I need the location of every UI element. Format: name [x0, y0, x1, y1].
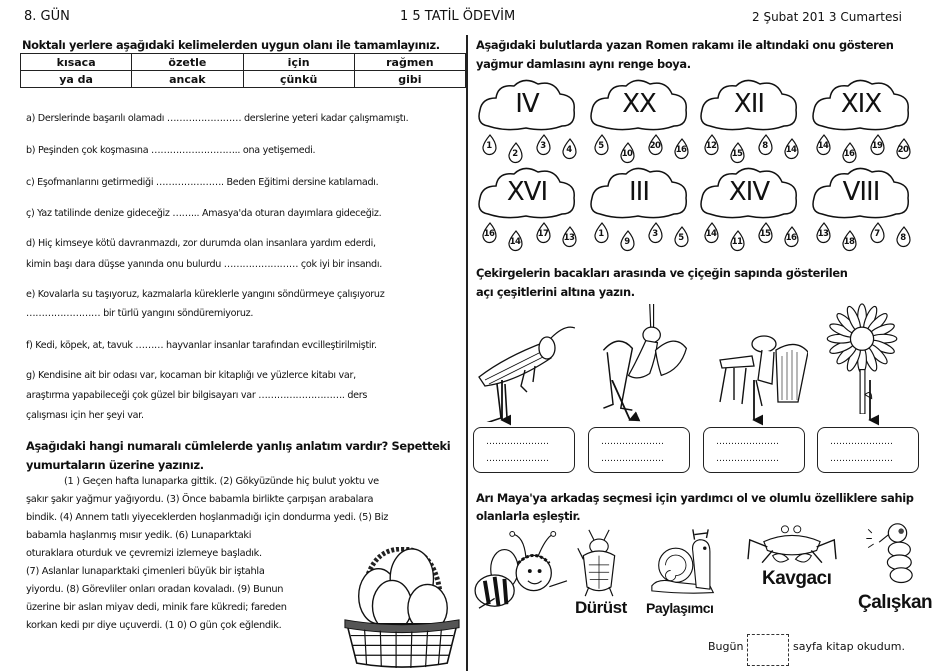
raindrop-number: 3 — [540, 141, 546, 151]
angles-instruction-1: Çekirgelerin bacakları arasında ve çiçeğin sapında gösterilen — [476, 266, 848, 280]
story-line: oturaklara oturduk ve çevremizi izlemeye başladık. — [26, 548, 262, 559]
raindrop[interactable] — [618, 142, 636, 164]
raindrop[interactable] — [814, 222, 832, 244]
word-bank-table — [20, 53, 466, 88]
angle-arrows — [470, 380, 938, 426]
cloud-6 — [588, 164, 690, 260]
raindrop[interactable] — [534, 222, 552, 244]
word-bank-row — [21, 71, 466, 88]
word-bank-row — [21, 54, 466, 71]
raindrop[interactable] — [672, 226, 690, 248]
word-cell: kısaca — [21, 54, 132, 71]
angles-instruction-2: açı çeşitlerini altına yazın. — [476, 285, 635, 299]
raindrop-number: 7 — [874, 229, 880, 239]
raindrop-number: 11 — [731, 237, 743, 247]
raindrop-number: 16 — [675, 145, 687, 155]
angle-answer-box-4[interactable] — [817, 427, 919, 473]
raindrop-number: 8 — [762, 141, 768, 151]
raindrop[interactable] — [868, 222, 886, 244]
story-line: şakır şakır yağmur yağıyordu. (3) Önce babamla birlikte çarpışan arabalara — [26, 494, 374, 505]
raindrop[interactable] — [480, 134, 498, 156]
reading-prefix: Bugün — [708, 640, 744, 653]
roman-numeral: XIV — [728, 177, 770, 207]
reading-suffix: sayfa kitap okudum. — [793, 640, 905, 653]
raindrop-number: 1 — [598, 229, 604, 239]
answer-line: ………………… — [486, 438, 549, 446]
cloud-8 — [810, 164, 912, 260]
raindrop-number: 10 — [621, 149, 633, 159]
trait-label-honest[interactable]: Dürüst — [575, 598, 627, 617]
raindrop[interactable] — [782, 138, 800, 160]
raindrop[interactable] — [646, 134, 664, 156]
snail-illustration[interactable] — [644, 526, 728, 596]
word-cell: ancak — [132, 71, 243, 88]
raindrop-number: 20 — [897, 145, 909, 155]
word-cell: için — [243, 54, 354, 71]
answer-line: ………………… — [601, 438, 664, 446]
answer-line: ………………… — [601, 455, 664, 463]
wrong-expression-instruction-2: yumurtaların üzerine yazınız. — [26, 458, 204, 472]
story-line: (7) Aslanlar lunaparktaki çimenleri büyük bir iştahla — [26, 566, 265, 577]
arrow-icon — [612, 380, 630, 420]
sentence-c[interactable]: c) Eşofmanlarını getirmediği …………………. Beden Eğitimi dersine katılamadı. — [26, 177, 379, 188]
sentence-f[interactable]: f) Kedi, köpek, at, tavuk ……… hayvanlar insanlar tarafından evcilleştirilmiştir. — [26, 340, 377, 351]
word-cell: rağmen — [354, 54, 465, 71]
raindrop[interactable] — [560, 138, 578, 160]
day-label: 8. GÜN — [24, 9, 70, 24]
raindrop-number: 13 — [563, 233, 575, 243]
raindrop-number: 14 — [785, 145, 797, 155]
story-line: babamla haşlanmış mısır yedik. (6) Lunaparktaki — [26, 530, 252, 541]
story-line: bindik. (4) Annem tatlı yiyeceklerden hoşlanmadığı için dondurma yedi. (5) Biz — [26, 512, 389, 523]
raindrop[interactable] — [592, 134, 610, 156]
raindrop-number: 2 — [512, 149, 518, 159]
sentence-d-line2[interactable]: kimin başı dara düşse yanında onu bulurdu …………………… çok iyi bir insandı. — [26, 259, 382, 270]
story-line: yiyordu. (8) Görevliler onları oradan kovaladı. (9) Bunun — [26, 584, 284, 595]
raindrop-number: 1 — [486, 141, 492, 151]
raindrop[interactable] — [814, 134, 832, 156]
raindrop[interactable] — [728, 142, 746, 164]
raindrop-number: 12 — [705, 141, 717, 151]
sentence-c-cedilla[interactable]: ç) Yaz tatilinde denize gideceğiz ……... Amasya'da oturan dayımlara gideceğiz. — [26, 208, 382, 219]
roman-numeral: XVI — [506, 177, 548, 207]
raindrop-number: 9 — [624, 237, 630, 247]
word-cell: çünkü — [243, 71, 354, 88]
raindrop-number: 16 — [785, 233, 797, 243]
raindrop-number: 13 — [817, 229, 829, 239]
sentence-g-line3: çalışması için her şeyi var. — [26, 410, 144, 421]
cloud-5 — [476, 164, 578, 260]
raindrop[interactable] — [480, 222, 498, 244]
bee-maya-illustration[interactable] — [474, 530, 570, 616]
cloud-4 — [810, 76, 912, 172]
maya-instruction-2: olanlarla eşleştir. — [476, 509, 581, 523]
raindrop[interactable] — [506, 230, 524, 252]
raindrop-number: 16 — [843, 149, 855, 159]
raindrop-number: 14 — [509, 237, 521, 247]
sentence-e-line2[interactable]: …………………… bir türlü yangını söndüremiyoruz. — [26, 308, 254, 319]
egg-basket-illustration[interactable] — [340, 547, 462, 669]
raindrop[interactable] — [560, 226, 578, 248]
answer-line: ………………… — [830, 455, 893, 463]
raindrop-number: 19 — [871, 141, 883, 151]
raindrop[interactable] — [894, 138, 912, 160]
wrong-expression-instruction-1: Aşağıdaki hangi numaralı cümlelerde yanlış anlatım vardır? Sepetteki — [26, 439, 451, 453]
cloud-2 — [588, 76, 690, 172]
story-line: üzerine bir aslan miyav dedi, minik fare kükredi; fareden — [26, 602, 287, 613]
word-cell: özetle — [132, 54, 243, 71]
raindrop[interactable] — [756, 222, 774, 244]
cloud-1 — [476, 76, 578, 172]
answer-line: ………………… — [716, 438, 779, 446]
raindrop-number: 14 — [817, 141, 829, 151]
sentence-a[interactable]: a) Derslerinde başarılı olamadı …………………… derslerine yeteri kadar çalışmamıştı. — [26, 113, 409, 124]
raindrop[interactable] — [702, 222, 720, 244]
roman-numeral: XX — [622, 89, 656, 119]
raindrop-number: 20 — [649, 141, 661, 151]
sentence-g-line1: g) Kendisine ait bir odası var, kocaman bir kitaplığı ve yüzlerce kitabı var, — [26, 370, 356, 381]
angle-answer-box-1[interactable] — [473, 427, 575, 473]
maya-instruction-1: Arı Maya'ya arkadaş seçmesi için yardımcı ol ve olumlu özelliklere sahip — [476, 491, 914, 505]
roman-instruction-1: Aşağıdaki bulutlarda yazan Romen rakamı ile altındaki onu gösteren — [476, 38, 894, 52]
raindrop[interactable] — [756, 134, 774, 156]
roman-numeral: XIX — [840, 89, 882, 119]
raindrop-number: 17 — [537, 229, 549, 239]
raindrop[interactable] — [868, 134, 886, 156]
raindrop-number: 8 — [900, 233, 906, 243]
word-cell: gibi — [354, 71, 465, 88]
trait-label-quarrelsome[interactable]: Kavgacı — [762, 568, 832, 589]
trait-label-sharing[interactable]: Paylaşımcı — [646, 600, 714, 616]
column-divider — [466, 35, 468, 671]
angle-answer-box-2[interactable] — [588, 427, 690, 473]
story-line: (1 ) Geçen hafta lunaparka gittik. (2) Gökyüzünde hiç bulut yoktu ve — [64, 476, 379, 487]
roman-instruction-2: yağmur damlasını aynı renge boya. — [476, 57, 691, 71]
crab-illustration[interactable] — [740, 524, 844, 568]
worker-bug-illustration[interactable] — [860, 522, 924, 588]
story-line: korkan kedi pır diye uçuverdi. (1 0) O gün çok eğlendik. — [26, 620, 282, 631]
raindrop[interactable] — [702, 134, 720, 156]
raindrop[interactable] — [618, 230, 636, 252]
raindrop-number: 15 — [731, 149, 743, 159]
bug-illustration[interactable] — [574, 528, 624, 598]
raindrop[interactable] — [840, 142, 858, 164]
raindrop-number: 4 — [566, 145, 572, 155]
raindrop[interactable] — [782, 226, 800, 248]
raindrop-number: 15 — [759, 229, 771, 239]
raindrop-number: 14 — [705, 229, 717, 239]
angle-answer-box-3[interactable] — [703, 427, 805, 473]
page-title: 1 5 TATİL ÖDEVİM — [400, 9, 516, 24]
raindrop-number: 18 — [843, 237, 855, 247]
roman-numeral: IV — [515, 89, 539, 119]
raindrop[interactable] — [840, 230, 858, 252]
raindrop[interactable] — [672, 138, 690, 160]
cloud-7 — [698, 164, 800, 260]
sentence-d-line1: d) Hiç kimseye kötü davranmazdı, zor durumda olan insanlara yardım ederdi, — [26, 238, 376, 249]
raindrop-number: 5 — [678, 233, 684, 243]
pages-read-input[interactable] — [747, 634, 789, 666]
cloud-3 — [698, 76, 800, 172]
fill-in-instruction: Noktalı yerlere aşağıdaki kelimelerden uygun olanı ile tamamlayınız. — [22, 38, 440, 52]
raindrop[interactable] — [894, 226, 912, 248]
raindrop[interactable] — [534, 134, 552, 156]
date-label: 2 Şubat 201 3 Cumartesi — [752, 10, 902, 24]
raindrop[interactable] — [728, 230, 746, 252]
answer-line: ………………… — [486, 455, 549, 463]
raindrop-number: 5 — [598, 141, 604, 151]
sentence-b[interactable]: b) Peşinden çok koşmasına ……………………….. ona yetişemedi. — [26, 145, 316, 156]
raindrop[interactable] — [506, 142, 524, 164]
raindrop-number: 3 — [652, 229, 658, 239]
word-cell: ya da — [21, 71, 132, 88]
sentence-e-line1: e) Kovalarla su taşıyoruz, kazmalarla küreklerle yangını söndürmeye çalışıyoruz — [26, 289, 385, 300]
answer-line: ………………… — [830, 438, 893, 446]
raindrop-number: 16 — [483, 229, 495, 239]
roman-numeral: III — [628, 177, 649, 207]
raindrop[interactable] — [592, 222, 610, 244]
sentence-g-line2[interactable]: araştırma yapabileceği çok güzel bir bilgisayarı var ………………………. ders — [26, 390, 368, 401]
raindrop[interactable] — [646, 222, 664, 244]
answer-line: ………………… — [716, 455, 779, 463]
roman-numeral: XII — [733, 89, 765, 119]
trait-label-hardworking[interactable]: Çalışkan — [858, 592, 933, 613]
roman-numeral: VIII — [842, 177, 880, 207]
